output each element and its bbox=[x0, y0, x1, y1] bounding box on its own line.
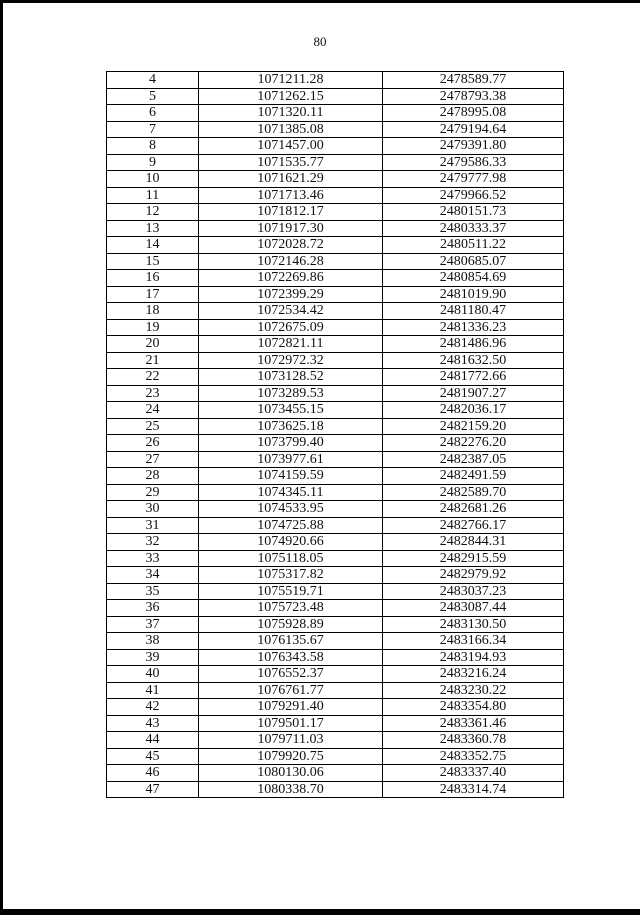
y-coordinate-cell: 2481907.27 bbox=[383, 385, 564, 402]
point-number-cell: 24 bbox=[107, 402, 199, 419]
x-coordinate-cell: 1075928.89 bbox=[199, 616, 383, 633]
y-coordinate-cell: 2482766.17 bbox=[383, 517, 564, 534]
table-row bbox=[107, 270, 564, 287]
table-row bbox=[107, 352, 564, 369]
table-row bbox=[107, 435, 564, 452]
table-row bbox=[107, 319, 564, 336]
x-coordinate-cell: 1075118.05 bbox=[199, 550, 383, 567]
y-coordinate-cell: 2479966.52 bbox=[383, 187, 564, 204]
x-coordinate-cell: 1071812.17 bbox=[199, 204, 383, 221]
table-row bbox=[107, 600, 564, 617]
x-coordinate-cell: 1074920.66 bbox=[199, 534, 383, 551]
table-row bbox=[107, 468, 564, 485]
table-row bbox=[107, 402, 564, 419]
x-coordinate-cell: 1072675.09 bbox=[199, 319, 383, 336]
point-number-cell: 32 bbox=[107, 534, 199, 551]
table-row bbox=[107, 616, 564, 633]
x-coordinate-cell: 1074725.88 bbox=[199, 517, 383, 534]
point-number-cell: 19 bbox=[107, 319, 199, 336]
point-number-cell: 35 bbox=[107, 583, 199, 600]
point-number-cell: 5 bbox=[107, 88, 199, 105]
y-coordinate-cell: 2478995.08 bbox=[383, 105, 564, 122]
scan-edge-top bbox=[0, 0, 640, 3]
x-coordinate-cell: 1073625.18 bbox=[199, 418, 383, 435]
table-row bbox=[107, 72, 564, 89]
point-number-cell: 12 bbox=[107, 204, 199, 221]
table-row bbox=[107, 501, 564, 518]
y-coordinate-cell: 2482844.31 bbox=[383, 534, 564, 551]
point-number-cell: 33 bbox=[107, 550, 199, 567]
point-number-cell: 29 bbox=[107, 484, 199, 501]
y-coordinate-cell: 2480685.07 bbox=[383, 253, 564, 270]
y-coordinate-cell: 2482387.05 bbox=[383, 451, 564, 468]
scan-edge-left bbox=[0, 0, 3, 915]
point-number-cell: 10 bbox=[107, 171, 199, 188]
table-row bbox=[107, 253, 564, 270]
point-number-cell: 26 bbox=[107, 435, 199, 452]
x-coordinate-cell: 1080338.70 bbox=[199, 781, 383, 798]
point-number-cell: 45 bbox=[107, 748, 199, 765]
page-number: 80 bbox=[313, 34, 327, 49]
scan-edge-bottom bbox=[0, 909, 640, 915]
point-number-cell: 18 bbox=[107, 303, 199, 320]
y-coordinate-cell: 2483130.50 bbox=[383, 616, 564, 633]
point-number-cell: 40 bbox=[107, 666, 199, 683]
y-coordinate-cell: 2483216.24 bbox=[383, 666, 564, 683]
table-row bbox=[107, 303, 564, 320]
point-number-cell: 20 bbox=[107, 336, 199, 353]
y-coordinate-cell: 2482915.59 bbox=[383, 550, 564, 567]
point-number-cell: 30 bbox=[107, 501, 199, 518]
x-coordinate-cell: 1071713.46 bbox=[199, 187, 383, 204]
point-number-cell: 36 bbox=[107, 600, 199, 617]
table-row bbox=[107, 649, 564, 666]
table-row bbox=[107, 237, 564, 254]
table-row bbox=[107, 385, 564, 402]
y-coordinate-cell: 2483354.80 bbox=[383, 699, 564, 716]
y-coordinate-cell: 2482491.59 bbox=[383, 468, 564, 485]
x-coordinate-cell: 1071211.28 bbox=[199, 72, 383, 89]
point-number-cell: 4 bbox=[107, 72, 199, 89]
table-row bbox=[107, 765, 564, 782]
point-number-cell: 9 bbox=[107, 154, 199, 171]
y-coordinate-cell: 2481019.90 bbox=[383, 286, 564, 303]
table-row bbox=[107, 748, 564, 765]
table-row bbox=[107, 286, 564, 303]
point-number-cell: 27 bbox=[107, 451, 199, 468]
point-number-cell: 23 bbox=[107, 385, 199, 402]
table-row bbox=[107, 336, 564, 353]
y-coordinate-cell: 2478589.77 bbox=[383, 72, 564, 89]
y-coordinate-cell: 2483360.78 bbox=[383, 732, 564, 749]
point-number-cell: 46 bbox=[107, 765, 199, 782]
table-row bbox=[107, 666, 564, 683]
point-number-cell: 13 bbox=[107, 220, 199, 237]
point-number-cell: 22 bbox=[107, 369, 199, 386]
x-coordinate-cell: 1071457.00 bbox=[199, 138, 383, 155]
x-coordinate-cell: 1071320.11 bbox=[199, 105, 383, 122]
y-coordinate-cell: 2482159.20 bbox=[383, 418, 564, 435]
coordinate-table-body bbox=[107, 72, 564, 798]
coordinate-table bbox=[106, 71, 564, 798]
point-number-cell: 17 bbox=[107, 286, 199, 303]
y-coordinate-cell: 2481772.66 bbox=[383, 369, 564, 386]
table-row bbox=[107, 369, 564, 386]
x-coordinate-cell: 1074345.11 bbox=[199, 484, 383, 501]
y-coordinate-cell: 2480333.37 bbox=[383, 220, 564, 237]
point-number-cell: 39 bbox=[107, 649, 199, 666]
x-coordinate-cell: 1080130.06 bbox=[199, 765, 383, 782]
y-coordinate-cell: 2483314.74 bbox=[383, 781, 564, 798]
table-row bbox=[107, 732, 564, 749]
y-coordinate-cell: 2483194.93 bbox=[383, 649, 564, 666]
point-number-cell: 7 bbox=[107, 121, 199, 138]
table-row bbox=[107, 88, 564, 105]
table-row bbox=[107, 418, 564, 435]
x-coordinate-cell: 1075317.82 bbox=[199, 567, 383, 584]
y-coordinate-cell: 2479586.33 bbox=[383, 154, 564, 171]
table-row bbox=[107, 138, 564, 155]
y-coordinate-cell: 2483337.40 bbox=[383, 765, 564, 782]
x-coordinate-cell: 1073455.15 bbox=[199, 402, 383, 419]
x-coordinate-cell: 1073289.53 bbox=[199, 385, 383, 402]
x-coordinate-cell: 1073799.40 bbox=[199, 435, 383, 452]
point-number-cell: 6 bbox=[107, 105, 199, 122]
table-row bbox=[107, 715, 564, 732]
y-coordinate-cell: 2483087.44 bbox=[383, 600, 564, 617]
y-coordinate-cell: 2482681.26 bbox=[383, 501, 564, 518]
table-row bbox=[107, 154, 564, 171]
point-number-cell: 14 bbox=[107, 237, 199, 254]
y-coordinate-cell: 2481486.96 bbox=[383, 336, 564, 353]
table-row bbox=[107, 583, 564, 600]
x-coordinate-cell: 1071385.08 bbox=[199, 121, 383, 138]
y-coordinate-cell: 2479194.64 bbox=[383, 121, 564, 138]
y-coordinate-cell: 2481180.47 bbox=[383, 303, 564, 320]
point-number-cell: 21 bbox=[107, 352, 199, 369]
x-coordinate-cell: 1072146.28 bbox=[199, 253, 383, 270]
x-coordinate-cell: 1072399.29 bbox=[199, 286, 383, 303]
x-coordinate-cell: 1075519.71 bbox=[199, 583, 383, 600]
x-coordinate-cell: 1079291.40 bbox=[199, 699, 383, 716]
point-number-cell: 38 bbox=[107, 633, 199, 650]
y-coordinate-cell: 2478793.38 bbox=[383, 88, 564, 105]
x-coordinate-cell: 1075723.48 bbox=[199, 600, 383, 617]
table-row bbox=[107, 105, 564, 122]
point-number-cell: 11 bbox=[107, 187, 199, 204]
point-number-cell: 8 bbox=[107, 138, 199, 155]
x-coordinate-cell: 1072028.72 bbox=[199, 237, 383, 254]
y-coordinate-cell: 2482036.17 bbox=[383, 402, 564, 419]
table-row bbox=[107, 451, 564, 468]
point-number-cell: 25 bbox=[107, 418, 199, 435]
x-coordinate-cell: 1073977.61 bbox=[199, 451, 383, 468]
table-row bbox=[107, 187, 564, 204]
x-coordinate-cell: 1072821.11 bbox=[199, 336, 383, 353]
y-coordinate-cell: 2479777.98 bbox=[383, 171, 564, 188]
x-coordinate-cell: 1076135.67 bbox=[199, 633, 383, 650]
y-coordinate-cell: 2483166.34 bbox=[383, 633, 564, 650]
table-row bbox=[107, 204, 564, 221]
table-row bbox=[107, 517, 564, 534]
table-row bbox=[107, 171, 564, 188]
x-coordinate-cell: 1079920.75 bbox=[199, 748, 383, 765]
table-row bbox=[107, 121, 564, 138]
point-number-cell: 34 bbox=[107, 567, 199, 584]
y-coordinate-cell: 2482589.70 bbox=[383, 484, 564, 501]
table-row bbox=[107, 682, 564, 699]
point-number-cell: 37 bbox=[107, 616, 199, 633]
table-row bbox=[107, 699, 564, 716]
point-number-cell: 42 bbox=[107, 699, 199, 716]
y-coordinate-cell: 2481336.23 bbox=[383, 319, 564, 336]
point-number-cell: 47 bbox=[107, 781, 199, 798]
x-coordinate-cell: 1071535.77 bbox=[199, 154, 383, 171]
x-coordinate-cell: 1076343.58 bbox=[199, 649, 383, 666]
point-number-cell: 16 bbox=[107, 270, 199, 287]
table-row bbox=[107, 550, 564, 567]
y-coordinate-cell: 2480854.69 bbox=[383, 270, 564, 287]
x-coordinate-cell: 1074533.95 bbox=[199, 501, 383, 518]
point-number-cell: 31 bbox=[107, 517, 199, 534]
x-coordinate-cell: 1076552.37 bbox=[199, 666, 383, 683]
x-coordinate-cell: 1079501.17 bbox=[199, 715, 383, 732]
y-coordinate-cell: 2483361.46 bbox=[383, 715, 564, 732]
x-coordinate-cell: 1076761.77 bbox=[199, 682, 383, 699]
point-number-cell: 41 bbox=[107, 682, 199, 699]
x-coordinate-cell: 1074159.59 bbox=[199, 468, 383, 485]
x-coordinate-cell: 1071262.15 bbox=[199, 88, 383, 105]
point-number-cell: 15 bbox=[107, 253, 199, 270]
x-coordinate-cell: 1072534.42 bbox=[199, 303, 383, 320]
table-row bbox=[107, 220, 564, 237]
y-coordinate-cell: 2482979.92 bbox=[383, 567, 564, 584]
table-row bbox=[107, 633, 564, 650]
table-row bbox=[107, 567, 564, 584]
table-row bbox=[107, 484, 564, 501]
point-number-cell: 43 bbox=[107, 715, 199, 732]
x-coordinate-cell: 1079711.03 bbox=[199, 732, 383, 749]
point-number-cell: 28 bbox=[107, 468, 199, 485]
y-coordinate-cell: 2483230.22 bbox=[383, 682, 564, 699]
table-row bbox=[107, 781, 564, 798]
x-coordinate-cell: 1071621.29 bbox=[199, 171, 383, 188]
y-coordinate-cell: 2481632.50 bbox=[383, 352, 564, 369]
x-coordinate-cell: 1072269.86 bbox=[199, 270, 383, 287]
y-coordinate-cell: 2480151.73 bbox=[383, 204, 564, 221]
point-number-cell: 44 bbox=[107, 732, 199, 749]
x-coordinate-cell: 1072972.32 bbox=[199, 352, 383, 369]
y-coordinate-cell: 2482276.20 bbox=[383, 435, 564, 452]
x-coordinate-cell: 1071917.30 bbox=[199, 220, 383, 237]
y-coordinate-cell: 2483352.75 bbox=[383, 748, 564, 765]
y-coordinate-cell: 2479391.80 bbox=[383, 138, 564, 155]
table-row bbox=[107, 534, 564, 551]
y-coordinate-cell: 2480511.22 bbox=[383, 237, 564, 254]
x-coordinate-cell: 1073128.52 bbox=[199, 369, 383, 386]
y-coordinate-cell: 2483037.23 bbox=[383, 583, 564, 600]
